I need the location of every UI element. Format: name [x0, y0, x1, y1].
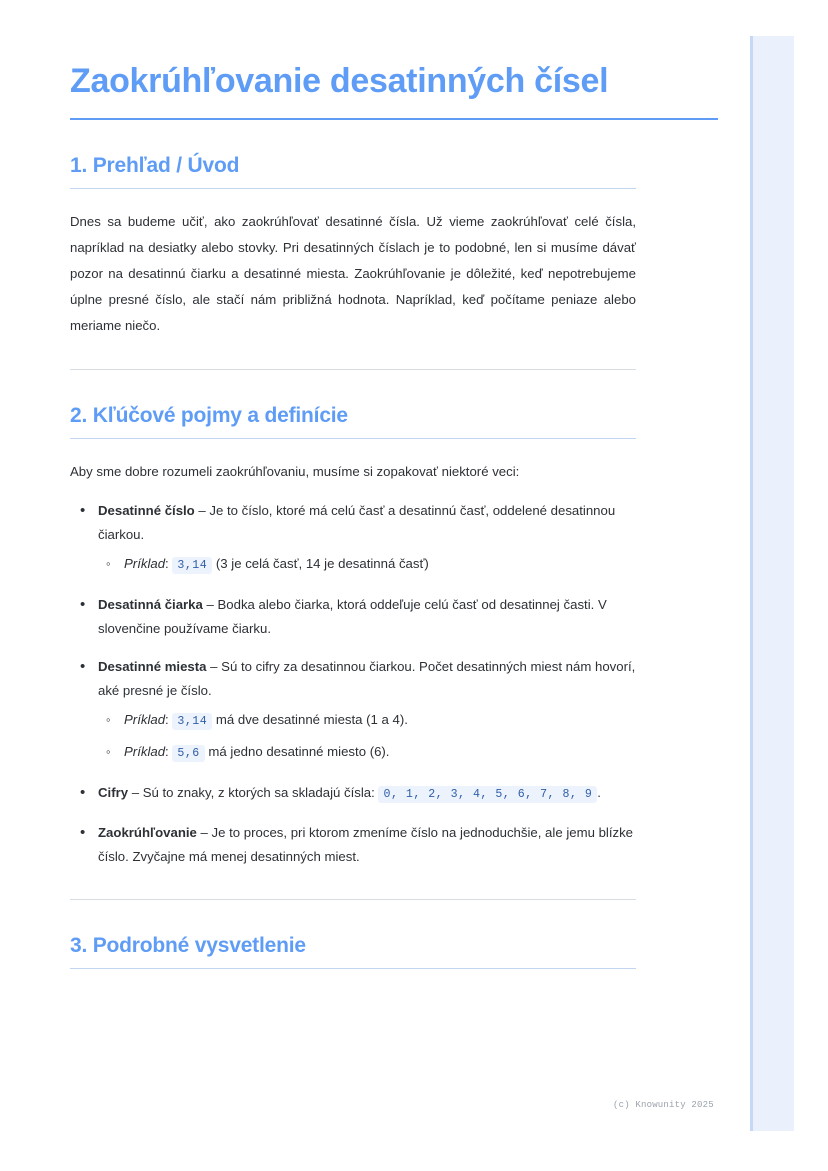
example-separator: :	[165, 556, 173, 571]
example-text: (3 je celá časť, 14 je desatinná časť)	[212, 556, 429, 571]
key-terms-list	[70, 499, 636, 869]
term-description: – Sú to znaky, z ktorých sa skladajú čísla:	[128, 785, 379, 800]
list-item	[98, 551, 636, 579]
term-description: – Je to proces, pri ktorom zmeníme číslo na jednoduchšie, ale jemu blízke číslo. Zvyčajne má menej desatinných miest.	[98, 825, 634, 864]
code-chip: 0, 1, 2, 3, 4, 5, 6, 7, 8, 9	[378, 786, 597, 803]
copyright-footer: (c) Knowunity 2025	[613, 1100, 714, 1110]
example-label: Príklad	[124, 712, 166, 727]
page-title: Zaokrúhľovanie desatinných čísel	[70, 62, 609, 100]
list-item	[98, 739, 636, 767]
list-item	[70, 821, 636, 869]
section-divider	[70, 899, 636, 900]
section-heading-detailed-explanation: 3. Podrobné vysvetlenie	[70, 934, 306, 957]
term-label: Desatinné číslo	[98, 503, 195, 518]
term-description: – Sú to cifry za desatinnou čiarkou. Počet desatinných miest nám hovorí, aké presné je číslo.	[98, 659, 636, 698]
list-item	[70, 593, 636, 641]
example-separator: :	[165, 712, 173, 727]
right-margin-rule	[750, 36, 753, 1131]
overview-paragraph: Dnes sa budeme učiť, ako zaokrúhľovať desatinné čísla. Už vieme zaokrúhľovať celé čísla, napríklad na desiatky alebo stovky. Pri desatinných číslach je to podobné, len si musíme dávať pozor na desatinnú čiarku a desatinné miesta. Zaokrúhľovanie je dôležité, keď nepotrebujeme úplne presné číslo, ale stačí nám približná hodnota. Napríklad, keď počítame peniaze alebo meriame niečo.	[70, 214, 636, 333]
document-content	[70, 60, 636, 969]
example-text: má jedno desatinné miesto (6).	[204, 744, 390, 759]
section-heading-key-terms: 2. Kľúčové pojmy a definície	[70, 404, 348, 427]
code-chip: 3,14	[172, 713, 212, 730]
section-heading-rule	[70, 968, 636, 969]
example-text: má dve desatinné miesta (1 a 4).	[212, 712, 408, 727]
list-item	[70, 655, 636, 767]
section-heading-overview: 1. Prehľad / Úvod	[70, 154, 240, 177]
key-terms-lead: Aby sme dobre rozumeli zaokrúhľovaniu, musíme si zopakovať niektoré veci:	[70, 464, 520, 479]
list-item	[98, 707, 636, 735]
section-heading-rule	[70, 438, 636, 439]
term-label: Zaokrúhľovanie	[98, 825, 197, 840]
example-label: Príklad	[124, 744, 166, 759]
term-label: Desatinné miesta	[98, 659, 207, 674]
list-item	[70, 781, 636, 807]
term-label: Cifry	[98, 785, 129, 800]
example-separator: :	[165, 744, 173, 759]
title-divider	[70, 118, 718, 120]
right-margin-band	[750, 36, 794, 1131]
section-divider	[70, 369, 636, 370]
list-item	[70, 499, 636, 579]
term-description: – Je to číslo, ktoré má celú časť a desatinnú časť, oddelené desatinnou čiarkou.	[98, 503, 616, 542]
term-label: Desatinná čiarka	[98, 597, 203, 612]
term-description: – Bodka alebo čiarka, ktorá oddeľuje celú časť od desatinnej časti. V slovenčine používame čiarku.	[98, 597, 607, 636]
example-list	[98, 551, 636, 579]
code-chip: 3,14	[172, 557, 212, 574]
section-heading-rule	[70, 188, 636, 189]
code-chip: 5,6	[172, 745, 204, 762]
example-label: Príklad	[124, 556, 166, 571]
example-list	[98, 707, 636, 767]
term-description-after: .	[597, 785, 601, 800]
